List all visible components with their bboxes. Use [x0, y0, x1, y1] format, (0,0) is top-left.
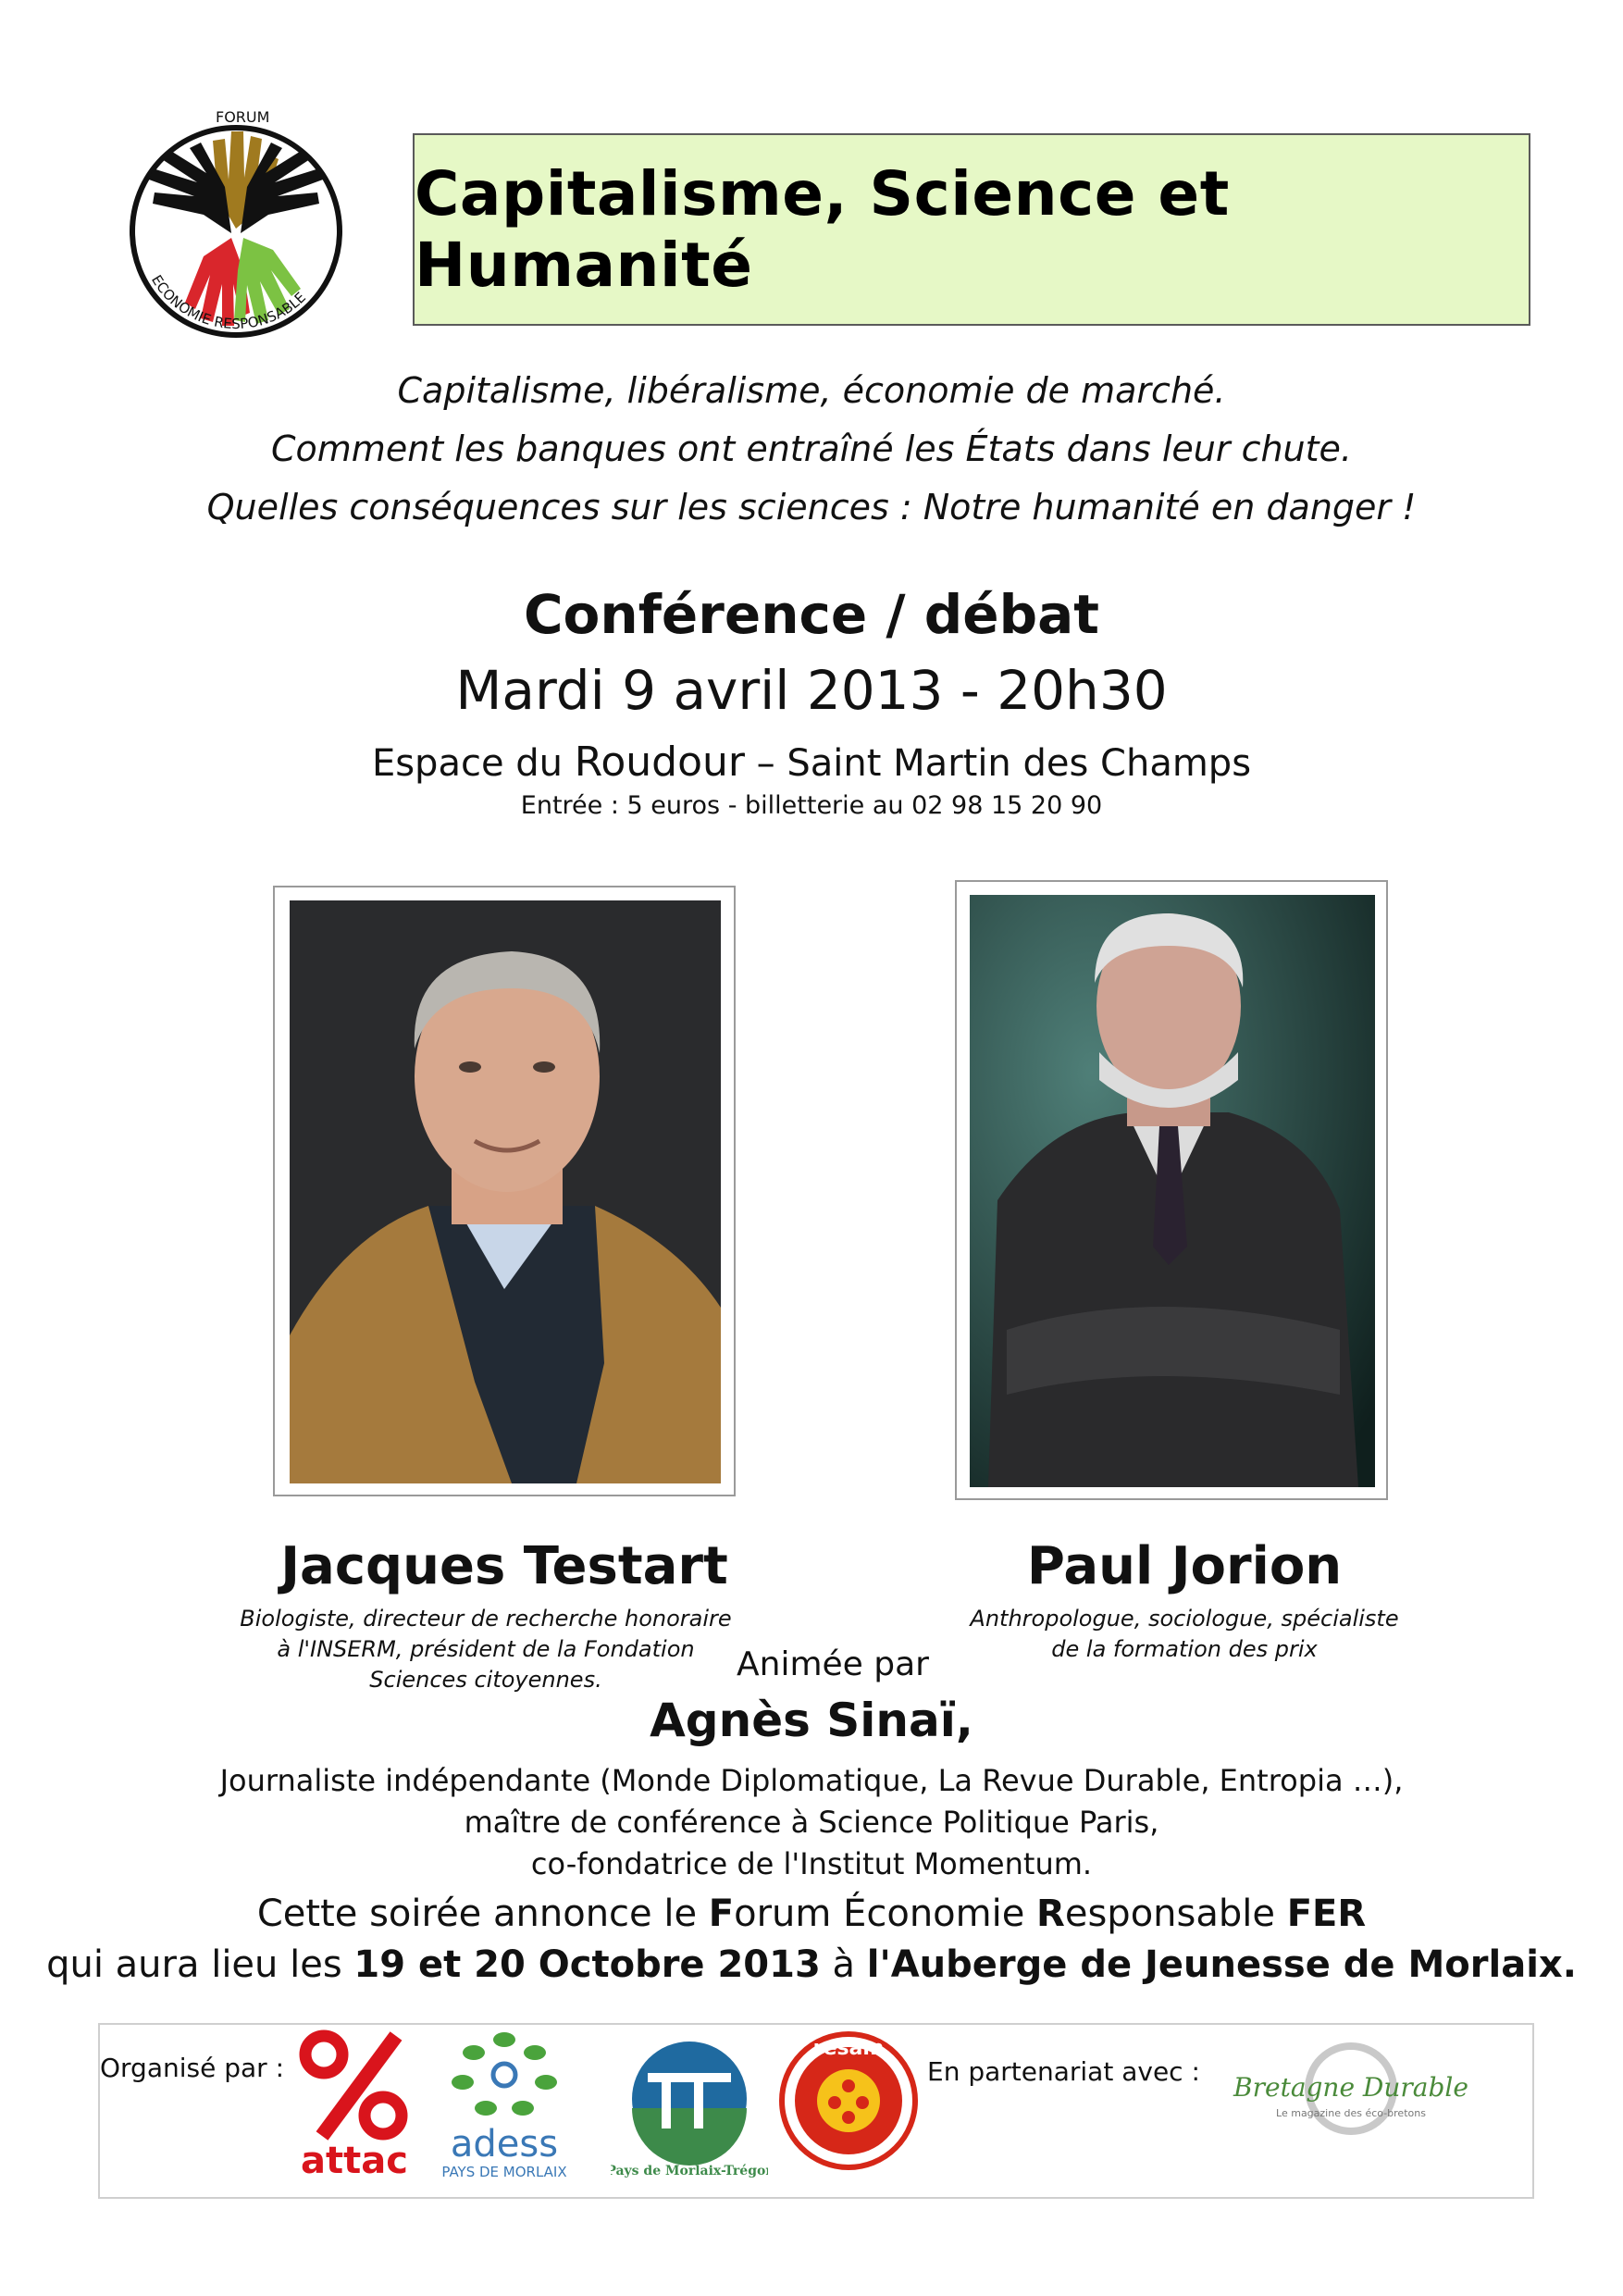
- portrait-paul-jorion: [970, 895, 1375, 1487]
- moderator-line-2: maître de conférence à Science Politique Paris,: [464, 1805, 1159, 1840]
- moderator-name: Agnès Sinaï,: [650, 1694, 973, 1747]
- announcement-line-1: [0, 1893, 1623, 1935]
- pays-morlaix-tregor-logo: [611, 2036, 768, 2184]
- organized-by-label: Organisé par :: [100, 2053, 285, 2083]
- portrait-jacques-testart: [290, 900, 721, 1483]
- ann2-a: qui aura lieu les: [46, 1943, 354, 1986]
- moderator-line-1: Journaliste indépendante (Monde Diplomatique, La Revue Durable, Entropia …),: [219, 1763, 1404, 1798]
- svg-text:attac: attac: [301, 2140, 408, 2179]
- ann2-place: l'Auberge de Jeunesse de Morlaix.: [866, 1943, 1577, 1986]
- partner-label: En partenariat avec :: [927, 2056, 1200, 2087]
- place-venue: Roudour: [574, 738, 745, 786]
- svg-text:resam: resam: [812, 2037, 885, 2060]
- title-box: [413, 133, 1530, 326]
- adess-logo: [435, 2027, 574, 2184]
- place-suffix: – Saint Martin des Champs: [744, 742, 1252, 785]
- speaker-desc-testart: Biologiste, directeur de recherche honoraire à l'INSERM, président de la Fondation Sciences citoyennes.: [240, 1606, 732, 1693]
- poster-title: Capitalisme, Science et Humanité: [415, 158, 1230, 301]
- speaker-name-testart: Jacques Testart: [280, 1536, 728, 1596]
- announcement-line-2: [0, 1943, 1623, 1986]
- intro-line-3: Quelles conséquences sur les sciences : Notre humanité en danger !: [206, 487, 1417, 527]
- ann2-b: à: [820, 1943, 867, 1986]
- moderation-label: Animée par: [737, 1645, 929, 1683]
- ann1-R: R: [1036, 1893, 1065, 1935]
- logo-bottom-text: ECONOMIE RESPONSABLE: [147, 272, 310, 332]
- event-place: [0, 738, 1623, 786]
- svg-text:Pays de Morlaix-Trégor: Pays de Morlaix-Trégor: [611, 2164, 768, 2178]
- ann1-c: esponsable: [1064, 1893, 1287, 1935]
- svg-text:Le magazine des éco-bretons: Le magazine des éco-bretons: [1276, 2107, 1426, 2119]
- ann1-FER: FER: [1286, 1893, 1367, 1935]
- logo-top-text: FORUM: [216, 108, 270, 126]
- speaker-name-jorion: Paul Jorion: [1026, 1536, 1343, 1596]
- ann1-F: F: [708, 1893, 735, 1935]
- place-prefix: Espace du: [371, 742, 575, 785]
- intro-line-2: Comment les banques ont entraîné les États dans leur chute.: [271, 428, 1352, 469]
- forum-logo: [116, 104, 356, 352]
- resam-logo: [779, 2027, 918, 2179]
- speaker-desc-jorion: Anthropologue, sociologue, spécialiste de la formation des prix: [970, 1606, 1399, 1662]
- moderator-line-3: co-fondatrice de l'Institut Momentum.: [530, 1846, 1093, 1881]
- ann2-dates: 19 et 20 Octobre 2013: [353, 1943, 821, 1986]
- svg-text:PAYS DE MORLAIX: PAYS DE MORLAIX: [441, 2164, 567, 2180]
- event-entry: Entrée : 5 euros - billetterie au 02 98 15 20 90: [520, 791, 1103, 820]
- intro-line-1: Capitalisme, libéralisme, économie de marché.: [397, 370, 1226, 411]
- photo-frame-jorion: [955, 880, 1388, 1500]
- photo-frame-testart: [273, 886, 736, 1496]
- event-date: Mardi 9 avril 2013 - 20h30: [455, 659, 1168, 722]
- bretagne-durable-logo: [1231, 2041, 1471, 2142]
- svg-text:adess: adess: [450, 2123, 559, 2166]
- event-type: Conférence / débat: [523, 583, 1100, 646]
- attac-logo: [294, 2027, 415, 2179]
- ann1-a: Cette soirée annonce le: [256, 1893, 709, 1935]
- svg-text:Bretagne Durable: Bretagne Durable: [1233, 2072, 1468, 2103]
- ann1-b: orum Économie: [734, 1893, 1037, 1935]
